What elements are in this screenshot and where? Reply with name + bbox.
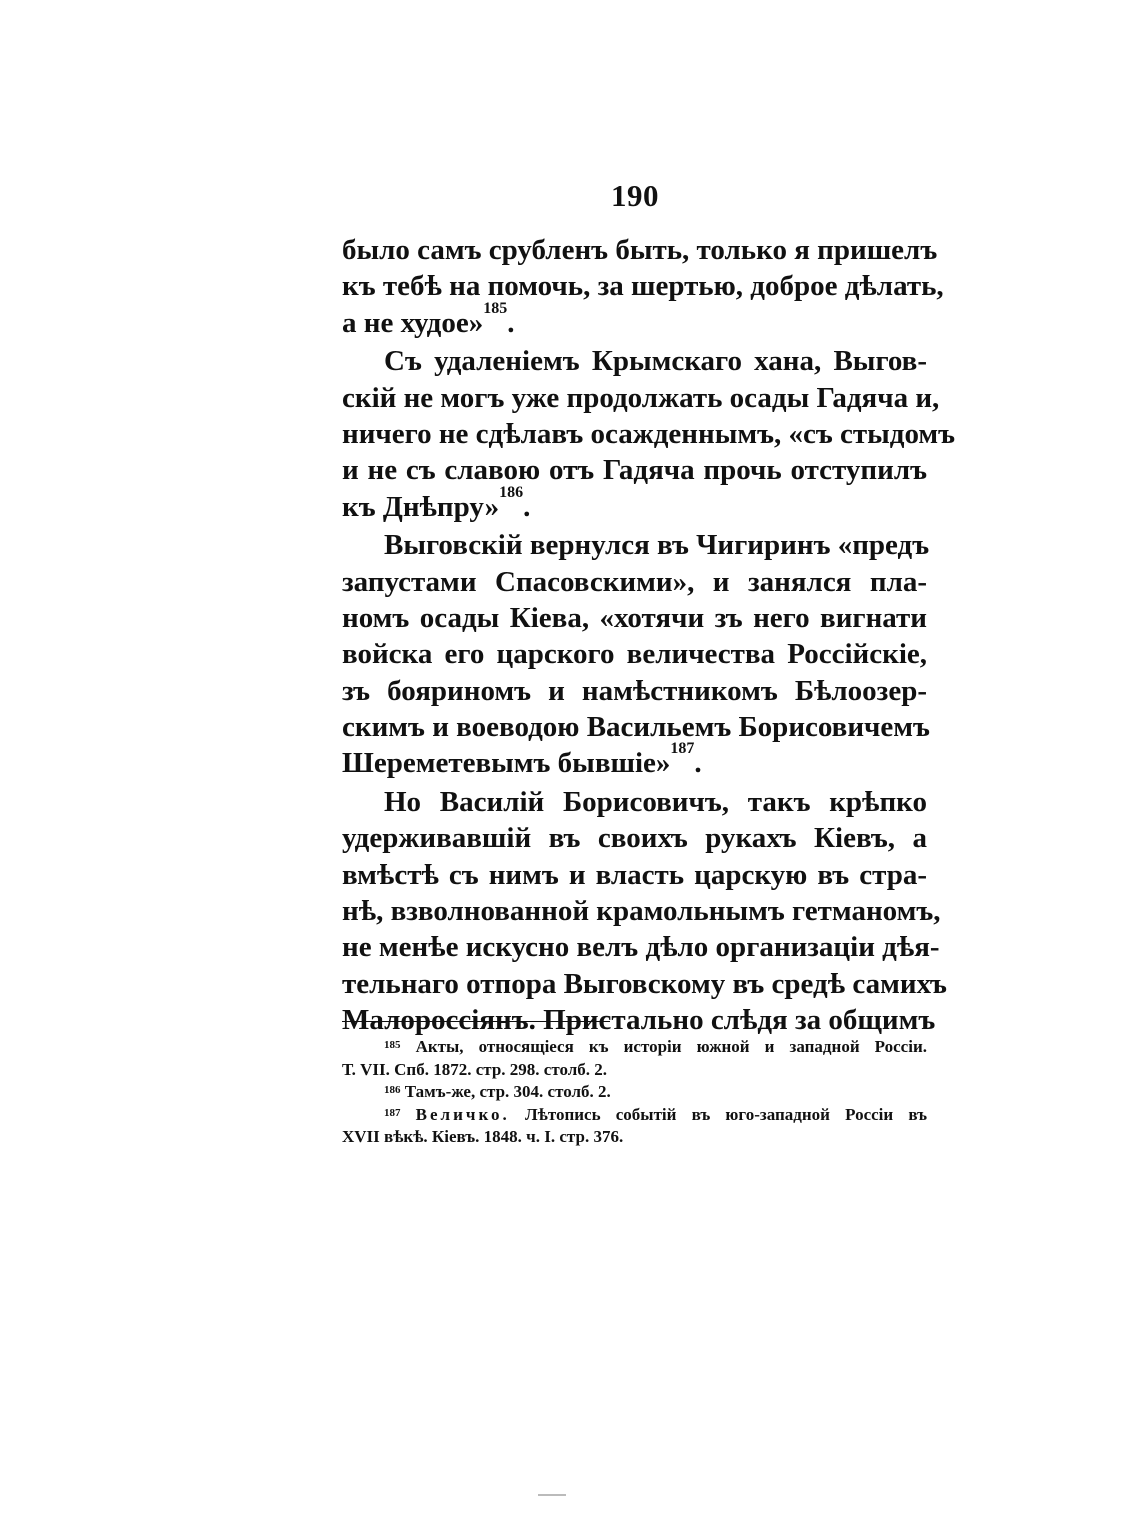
footnote-mark: 187 <box>384 1106 401 1119</box>
text-line: Выговскій вернулся въ Чигиринъ «предъ <box>384 529 930 562</box>
text-line: Съ удаленіемъ Крымскаго хана, Выгов- <box>384 345 927 378</box>
footnote-author: Величко. <box>415 1104 510 1124</box>
footnote-mark: 186 <box>384 1084 401 1097</box>
text-line: нѣ, взволнованной крамольнымъ гетманомъ, <box>342 895 941 928</box>
footnote-line: Т. VII. Спб. 1872. стр. 298. столб. 2. <box>342 1059 608 1079</box>
text-line: зъ бояриномъ и намѣстникомъ Бѣлоозер- <box>342 674 927 707</box>
text-fragment: . <box>694 747 702 780</box>
text-fragment: Шереметевымъ бывшіе» <box>342 747 671 780</box>
text-line <box>342 740 927 781</box>
footnote-text: Акты, относящіеся къ исторіи южной и западной Россіи. <box>415 1037 927 1056</box>
footnote-line: XVII вѣкѣ. Кіевъ. 1848. ч. I. стр. 376. <box>342 1127 624 1147</box>
text-line: вмѣстѣ съ нимъ и власть царскую въ стра- <box>342 858 927 891</box>
text-line: запустами Спасовскими», и занялся пла- <box>342 565 927 598</box>
text-line: скій не могъ уже продолжать осады Гадяча и, <box>342 381 940 414</box>
scan-artifact <box>538 1494 566 1496</box>
footnote-187 <box>342 1104 927 1127</box>
page-number: 190 <box>611 178 659 213</box>
text-fragment: къ Днѣпру» <box>342 490 500 523</box>
text-line: Но Василій Борисовичъ, такъ крѣпко <box>384 785 927 818</box>
text-line: Малороссіянъ. Пристально слѣдя за общимъ <box>342 1004 936 1037</box>
footnote-ref-186: 186 <box>499 483 524 501</box>
text-line: было самъ срубленъ быть, только я пришелъ <box>342 234 938 266</box>
text-line: скимъ и воеводою Васильемъ Борисовичемъ <box>342 711 930 744</box>
text-line: ничего не сдѣлавъ осажденнымъ, «съ стыдомъ <box>342 417 956 450</box>
footnotes <box>342 1036 927 1149</box>
text-line: войска его царского величества Россійскіе, <box>342 638 927 671</box>
footnote-text: Тамъ-же, стр. 304. столб. 2. <box>404 1082 611 1102</box>
text-line <box>342 483 927 525</box>
footnote-ref-185: 185 <box>483 299 508 317</box>
text-line: тельнаго отпора Выговскому въ средѣ самихъ <box>342 967 947 1000</box>
footnote-divider <box>342 1021 610 1022</box>
text-line: не менѣе искусно велъ дѣло организаціи дѣя- <box>342 931 940 964</box>
footnote-ref-187: 187 <box>670 740 695 758</box>
text-fragment: а не худое» <box>342 306 484 339</box>
text-line: и не съ славою отъ Гадяча прочь отступилъ <box>342 454 927 487</box>
text-line: номъ осады Кіева, «хотячи зъ него вигнати <box>342 601 927 634</box>
text-line: къ тебѣ на помочь, за шертью, доброе дѣлать, <box>342 270 944 303</box>
footnote-text: Лѣтопись событій въ юго-западной Россіи въ <box>524 1104 928 1124</box>
footnote-mark: 185 <box>384 1039 401 1051</box>
text-line: удерживавшій въ своихъ рукахъ Кіевъ, а <box>342 822 927 855</box>
text-fragment: . <box>523 490 531 523</box>
main-text <box>342 232 956 1039</box>
footnote-186 <box>342 1081 927 1104</box>
footnote-185 <box>342 1036 927 1059</box>
text-fragment: . <box>507 306 515 339</box>
text-line <box>342 299 927 341</box>
